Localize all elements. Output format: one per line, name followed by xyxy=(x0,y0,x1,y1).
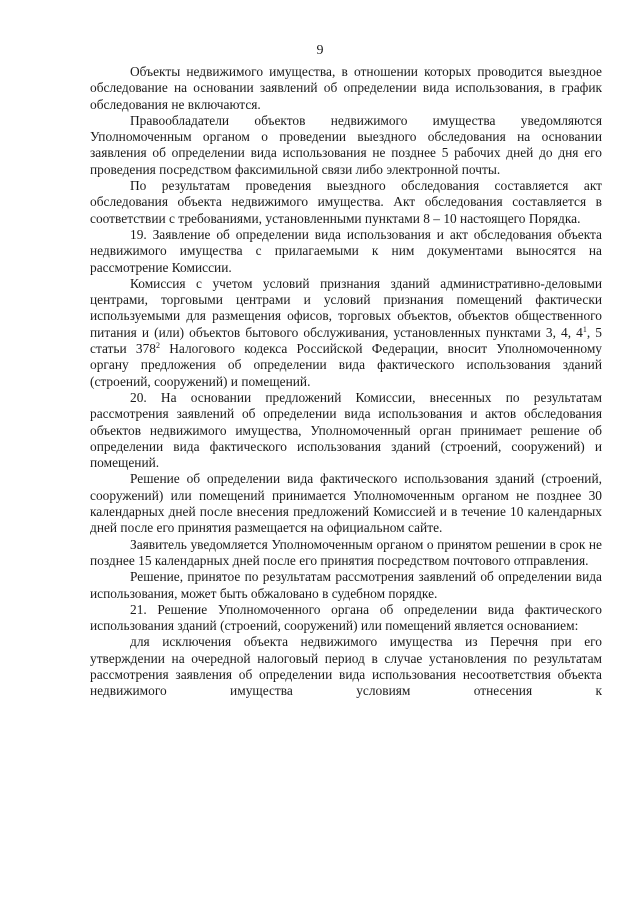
paragraph-inspection-exclusion: Объекты недвижимого имущества, в отношении которых проводится выездное обследование на основании заявлений об определении вида использования, в график обследования не включаются. xyxy=(90,64,602,112)
document-body xyxy=(90,64,602,700)
paragraph-appeal: Решение, принятое по результатам рассмотрения заявлений об определении вида использования, может быть обжаловано в судебном порядке. xyxy=(90,569,602,601)
paragraph-item-21: 21. Решение Уполномоченного органа об определении вида фактического использования зданий (строений, сооружений) или помещений является основанием: xyxy=(90,601,602,634)
superscript-2: 2 xyxy=(156,341,160,351)
commission-text-part-2: , 5 статьи 378 xyxy=(90,324,602,357)
paragraph-owner-notification: Правообладатели объектов недвижимого имущества уведомляются Уполномоченным органом о проведении выездного обследования на основании заявления об определении вида использования не позднее 5 рабочих дней до дня его проведения посредством факсимильной связи либо электронной почты. xyxy=(90,112,602,177)
superscript-1: 1 xyxy=(582,324,587,334)
paragraph-exclusion-basis: для исключения объекта недвижимого имущества из Перечня при его утверждении на очередной налоговый период в случае установления по результатам рассмотрения заявления об определении вида использования несоответствия объекта недвижимого имущества условиям отнесения к xyxy=(90,634,602,699)
paragraph-item-20: 20. На основании предложений Комиссии, внесенных по результатам рассмотрения заявлений об определении вида использования и актов обследования объектов недвижимого имущества, Уполномоченный орган принимает решение об определении вида фактического использования зданий (строений, сооружений) и помещений. xyxy=(90,389,602,471)
paragraph-commission-proposals xyxy=(90,276,602,390)
paragraph-applicant-notification: Заявитель уведомляется Уполномоченным органом о принятом решении в срок не позднее 15 календарных дней после его принятия посредством почтового отправления. xyxy=(90,536,602,568)
commission-text-part-3: Налогового кодекса Российской Федерации, вносит Уполномоченному органу предложения об определении вида фактического использования зданий (строений, сооружений) и помещений. xyxy=(90,341,602,389)
paragraph-inspection-act: По результатам проведения выездного обследования составляется акт обследования объекта недвижимого имущества. Акт обследования составляется в соответствии с требованиями, установленными пунктами 8 – 10 настоящего Порядка. xyxy=(90,178,602,226)
paragraph-decision-deadline: Решение об определении вида фактического использования зданий (строений, сооружений) или помещений принимается Уполномоченным органом не позднее 30 календарных дней после внесения предложений Комиссией и в течение 10 календарных дней после его принятия размещается на официальном сайте. xyxy=(90,471,602,536)
paragraph-item-19: 19. Заявление об определении вида использования и акт обследования объекта недвижимого имущества с прилагаемыми к ним документами выносятся на рассмотрение Комиссии. xyxy=(90,226,602,275)
page-number: 9 xyxy=(316,43,324,58)
commission-text-part-1: Комиссия с учетом условий признания зданий административно-деловыми центрами, торговыми центрами и условий признания помещений фактически используемыми для размещения офисов, торговых объектов, объектов общественного питания и (или) объектов бытового обслуживания, установленных пунктами 3, 4, 4 xyxy=(90,275,602,340)
